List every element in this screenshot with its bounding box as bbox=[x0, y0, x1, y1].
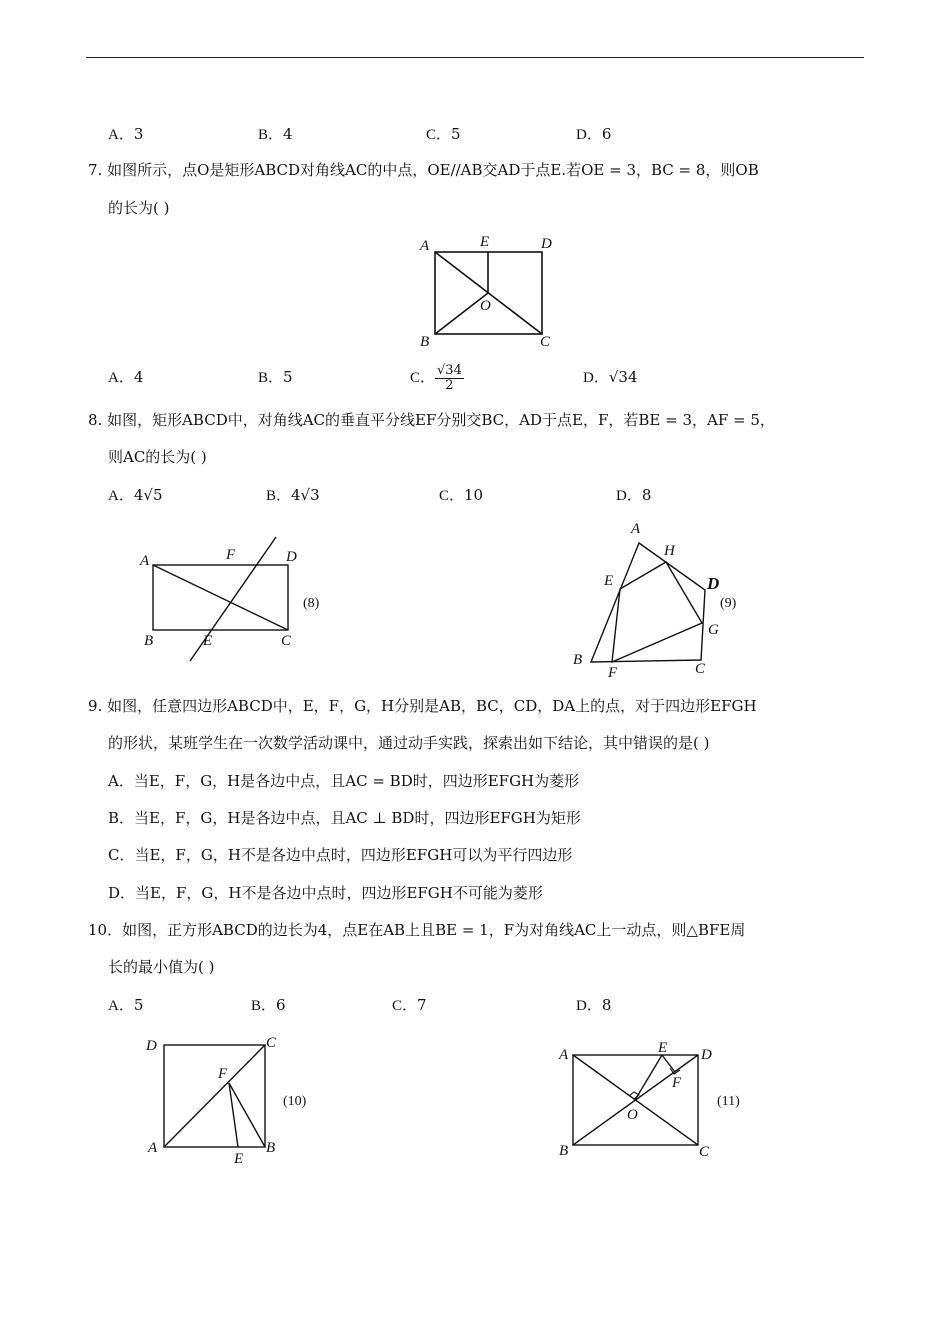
q10-option-c: C．7 bbox=[392, 996, 427, 1014]
q8-option-c: C．10 bbox=[439, 486, 484, 504]
q10-segment-fe bbox=[229, 1083, 238, 1147]
q9-option-b: B．当E，F，G，H是各边中点，且AC ⊥ BD时，四边形EFGH为矩形 bbox=[108, 809, 581, 827]
q9-label-d: D bbox=[707, 574, 720, 593]
q7-label-e: E bbox=[480, 234, 490, 250]
q9-label-f: F bbox=[608, 665, 618, 681]
q7-label-d: D bbox=[541, 236, 552, 252]
q10-label-a: A bbox=[148, 1140, 158, 1156]
q10-figure bbox=[140, 1030, 320, 1170]
q9-label-e: E bbox=[604, 573, 614, 589]
q8-label-e: E bbox=[203, 633, 213, 649]
q11-segment-ef bbox=[662, 1055, 675, 1072]
q9-quadrilateral-abcd bbox=[591, 543, 705, 662]
q9-option-d: D．当E，F，G，H不是各边中点时，四边形EFGH不可能为菱形 bbox=[108, 884, 543, 902]
q7-stem-line2: 的长为( ) bbox=[108, 199, 170, 217]
q11-label-b: B bbox=[559, 1143, 569, 1159]
q8-label-a: A bbox=[140, 553, 150, 569]
q7-label-b: B bbox=[420, 334, 430, 350]
q7-option-c-fraction: $\frac{√34}{2}$ bbox=[437, 362, 462, 393]
q8-label-c: C bbox=[281, 633, 292, 649]
q8-label-d: D bbox=[286, 549, 297, 565]
q7-figure bbox=[410, 228, 570, 353]
q6-option-b: B．4 bbox=[258, 125, 293, 143]
q10-stem-line1: 10．如图，正方形ABCD的边长为4，点E在AB上且BE = 1，F为对角线AC上一动点，则△BFE周 bbox=[88, 921, 746, 939]
q11-label-e: E bbox=[658, 1040, 668, 1056]
q9-label-g: G bbox=[708, 622, 719, 638]
q7-label-o: O bbox=[480, 298, 491, 314]
q11-label-a: A bbox=[559, 1047, 569, 1063]
q6-option-d: D．6 bbox=[576, 125, 612, 143]
q10-option-b: B．6 bbox=[251, 996, 286, 1014]
q10-option-d: D．8 bbox=[576, 996, 612, 1014]
q11-label-c: C bbox=[699, 1144, 710, 1160]
q7-option-d: D．√34 bbox=[583, 368, 638, 386]
q9-figure-caption: (9) bbox=[720, 596, 737, 611]
q8-label-b: B bbox=[144, 633, 154, 649]
q8-option-b: B．4√3 bbox=[266, 486, 320, 504]
q11-label-o: O bbox=[627, 1107, 638, 1123]
q9-label-h: H bbox=[664, 543, 675, 559]
q6-option-c: C．5 bbox=[426, 125, 461, 143]
q8-option-a: A．4√5 bbox=[108, 486, 163, 504]
q8-figure bbox=[140, 535, 330, 665]
q11-figure-caption: (11) bbox=[717, 1094, 740, 1109]
q10-option-a: A．5 bbox=[108, 996, 144, 1014]
q10-label-e: E bbox=[234, 1151, 244, 1167]
q10-figure-caption: (10) bbox=[283, 1094, 307, 1109]
q9-label-b: B bbox=[573, 652, 583, 668]
q10-diagonal-ac bbox=[164, 1045, 265, 1147]
q9-option-a: A．当E，F，G，H是各边中点，且AC = BD时，四边形EFGH为菱形 bbox=[108, 772, 580, 790]
q11-label-f: F bbox=[672, 1075, 682, 1091]
q9-label-a: A bbox=[631, 521, 641, 537]
q10-stem-line2: 长的最小值为( ) bbox=[108, 958, 215, 976]
q7-option-b: B．5 bbox=[258, 368, 293, 386]
q10-segment-fb bbox=[229, 1083, 265, 1147]
q8-stem-line1: 8. 如图，矩形ABCD中，对角线AC的垂直平分线EF分别交BC，AD于点E，F，若BE = 3，AF = 5， bbox=[88, 411, 775, 429]
q7-label-a: A bbox=[420, 238, 430, 254]
q9-stem-line1: 9. 如图，任意四边形ABCD中，E，F，G，H分别是AB，BC，CD，DA上的点，对于四边形EFGH bbox=[88, 697, 757, 715]
q8-figure-caption: (8) bbox=[303, 596, 320, 611]
q9-figure bbox=[565, 515, 755, 680]
q11-figure bbox=[555, 1035, 755, 1165]
q8-stem-line2: 则AC的长为( ) bbox=[108, 448, 207, 466]
q11-label-d: D bbox=[701, 1047, 712, 1063]
q9-label-c: C bbox=[695, 661, 706, 677]
q9-option-c: C．当E，F，G，H不是各边中点时，四边形EFGH可以为平行四边形 bbox=[108, 846, 573, 864]
q6-option-a: A．3 bbox=[108, 125, 144, 143]
header-rule bbox=[86, 57, 864, 58]
q10-label-f: F bbox=[218, 1066, 228, 1082]
q11-segment-oe bbox=[635, 1055, 662, 1100]
q7-option-c: C． $\frac{√34}{2}$ bbox=[410, 362, 462, 393]
q7-label-c: C bbox=[540, 334, 551, 350]
q9-stem-line2: 的形状，某班学生在一次数学活动课中，通过动手实践，探索出如下结论，其中错误的是( ) bbox=[108, 734, 710, 752]
q8-option-d: D．8 bbox=[616, 486, 652, 504]
q10-label-d: D bbox=[146, 1038, 157, 1054]
q10-label-b: B bbox=[266, 1140, 276, 1156]
q10-label-c: C bbox=[266, 1035, 277, 1051]
q7-stem-line1: 7. 如图所示，点O是矩形ABCD对角线AC的中点，OE//AB交AD于点E.若OE = 3，BC = 8，则OB bbox=[88, 161, 759, 179]
q7-option-a: A．4 bbox=[108, 368, 144, 386]
q8-label-f: F bbox=[226, 547, 236, 563]
q8-diagonal-ac bbox=[153, 565, 288, 630]
